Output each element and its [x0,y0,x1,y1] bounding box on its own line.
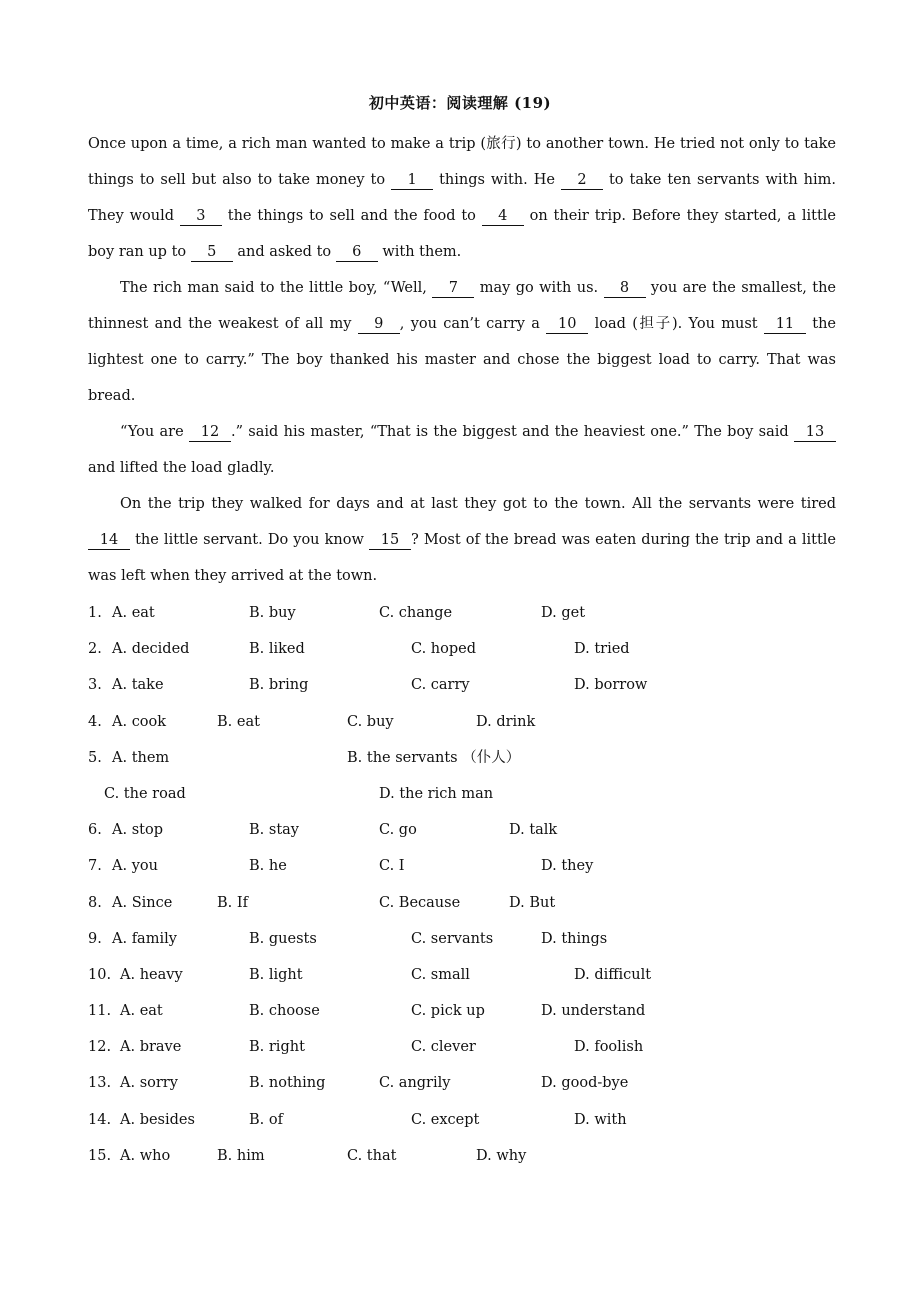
blank-6: 6 [336,243,378,262]
option-b: B. the servants （仆人） [347,749,521,766]
option-b: B. he [249,858,287,875]
option-b: B. right [249,1039,305,1056]
blank-4: 4 [482,207,524,226]
question-3 [88,667,848,703]
option-c: C. that [347,1147,397,1164]
option-d: D. good-bye [541,1075,629,1092]
question-number: 13. [88,1075,112,1092]
option-b: B. of [249,1111,283,1128]
option-b: B. buy [249,605,296,621]
option-c: C. small [411,966,470,983]
question-12 [88,1029,848,1065]
question-5-continued [88,776,848,812]
option-c: C. angrily [379,1075,451,1092]
blank-14: 14 [88,531,130,550]
question-list [88,595,848,1174]
option-a: A. brave [120,1039,182,1056]
blank-9: 9 [358,315,400,334]
question-number: 9. [88,930,102,947]
option-b: B. bring [249,677,309,694]
paragraph-3: “You are 12 .” said his master, “That is the biggest and the heaviest one.” The boy said 13 and lifted the load gladly. [88,414,836,486]
option-b: B. If [217,894,248,911]
option-c: C. go [379,822,417,839]
option-d: D. talk [509,822,558,839]
option-d: D. things [541,930,608,947]
option-a: A. heavy [120,966,183,983]
reading-passage [88,126,836,594]
question-15 [88,1138,848,1174]
option-d: D. understand [541,1003,646,1020]
option-b: B. him [217,1147,265,1164]
option-b: B. stay [249,822,299,839]
option-b: B. nothing [249,1075,326,1092]
option-c: C. carry [411,677,470,694]
question-number: 12. [88,1039,112,1056]
option-d: D. borrow [574,677,648,694]
blank-10: 10 [546,315,588,334]
option-a: A. who [120,1147,171,1164]
question-number: 3. [88,677,102,694]
option-a: A. Since [112,894,173,911]
question-6 [88,812,848,848]
option-d: D. But [509,894,556,911]
option-a: A. eat [120,1003,163,1020]
option-b: B. liked [249,641,305,658]
option-a: A. decided [112,641,190,658]
question-11 [88,993,848,1029]
option-c: C. except [411,1111,480,1128]
question-number: 1. [88,605,102,621]
blank-15: 15 [369,531,411,550]
paragraph-2: The rich man said to the little boy, “Well, 7 may go with us. 8 you are the smallest, the thinnest and the weakest of all my 9 , you can’t carry a 10 load (担子). You must 11 the lightest one to carry.” The boy thanked his master and chose the biggest load to carry. That was bread. [88,280,837,404]
option-c: C. clever [411,1039,476,1056]
option-a: A. sorry [120,1075,178,1092]
question-number: 4. [88,713,102,730]
option-a: A. you [112,858,158,875]
question-1 [88,595,848,631]
option-c: C. Because [379,894,461,911]
question-14 [88,1102,848,1138]
page-title: 初中英语：阅读理解 (19) [368,94,552,112]
blank-5: 5 [191,243,233,262]
option-c: C. change [379,605,453,621]
option-c: C. pick up [411,1003,485,1020]
question-number: 2. [88,641,102,658]
question-number: 10. [88,966,112,983]
blank-11: 11 [764,315,806,334]
option-a: A. stop [112,822,163,839]
question-number: 15. [88,1147,112,1164]
option-d: D. they [541,858,594,875]
option-a: A. eat [112,605,155,621]
option-c: C. hoped [411,641,477,658]
option-c: C. servants [411,930,494,947]
option-a: A. family [112,930,177,947]
blank-2: 2 [561,171,603,190]
blank-1: 1 [391,171,433,190]
option-a: A. cook [112,713,167,730]
blank-3: 3 [180,207,222,226]
option-b: B. eat [217,713,260,730]
blank-13: 13 [794,423,836,442]
option-d: D. tried [574,641,630,658]
blank-8: 8 [604,279,646,298]
option-b: B. light [249,966,303,983]
question-number: 7. [88,858,102,875]
question-2 [88,631,848,667]
paragraph-4: On the trip they walked for days and at last they got to the town. All the servants were tired 14 the little servant. Do you know 15 ? Most of the bread was eaten during the trip and a little was left when they arrived at the town. [88,496,836,584]
question-number: 11. [88,1003,112,1020]
option-c: C. I [379,858,405,875]
paragraph-1: Once upon a time, a rich man wanted to make a trip (旅行) to another town. He tried not only to take things to sell but also to take money to 1 things with. He 2 to take ten servants with him. They would 3 the things to sell and the food to 4 on their trip. Before they started, a little boy ran up to 5 and asked to 6 with them. [88,136,837,260]
option-c: C. buy [347,713,394,730]
option-b: B. guests [249,930,317,947]
question-4 [88,704,848,740]
question-9 [88,921,848,957]
question-10 [88,957,848,993]
option-b: B. choose [249,1003,320,1020]
blank-12: 12 [189,423,231,442]
question-5 [88,740,848,776]
question-number: 8. [88,894,102,911]
question-7 [88,848,848,884]
option-d: D. get [541,605,586,621]
option-d: D. foolish [574,1039,644,1056]
option-d: D. drink [476,713,536,730]
blank-7: 7 [432,279,474,298]
question-13 [88,1065,848,1101]
option-d: D. why [476,1147,527,1164]
option-a: A. them [112,749,170,766]
option-d: D. difficult [574,966,652,983]
option-a: A. take [112,677,164,694]
question-number: 5. [88,749,102,766]
question-8 [88,885,848,921]
question-number: 14. [88,1111,112,1128]
option-d: D. the rich man [379,785,494,802]
question-number: 6. [88,822,102,839]
option-d: D. with [574,1111,627,1128]
option-a: A. besides [120,1111,195,1128]
option-c: C. the road [104,785,186,802]
